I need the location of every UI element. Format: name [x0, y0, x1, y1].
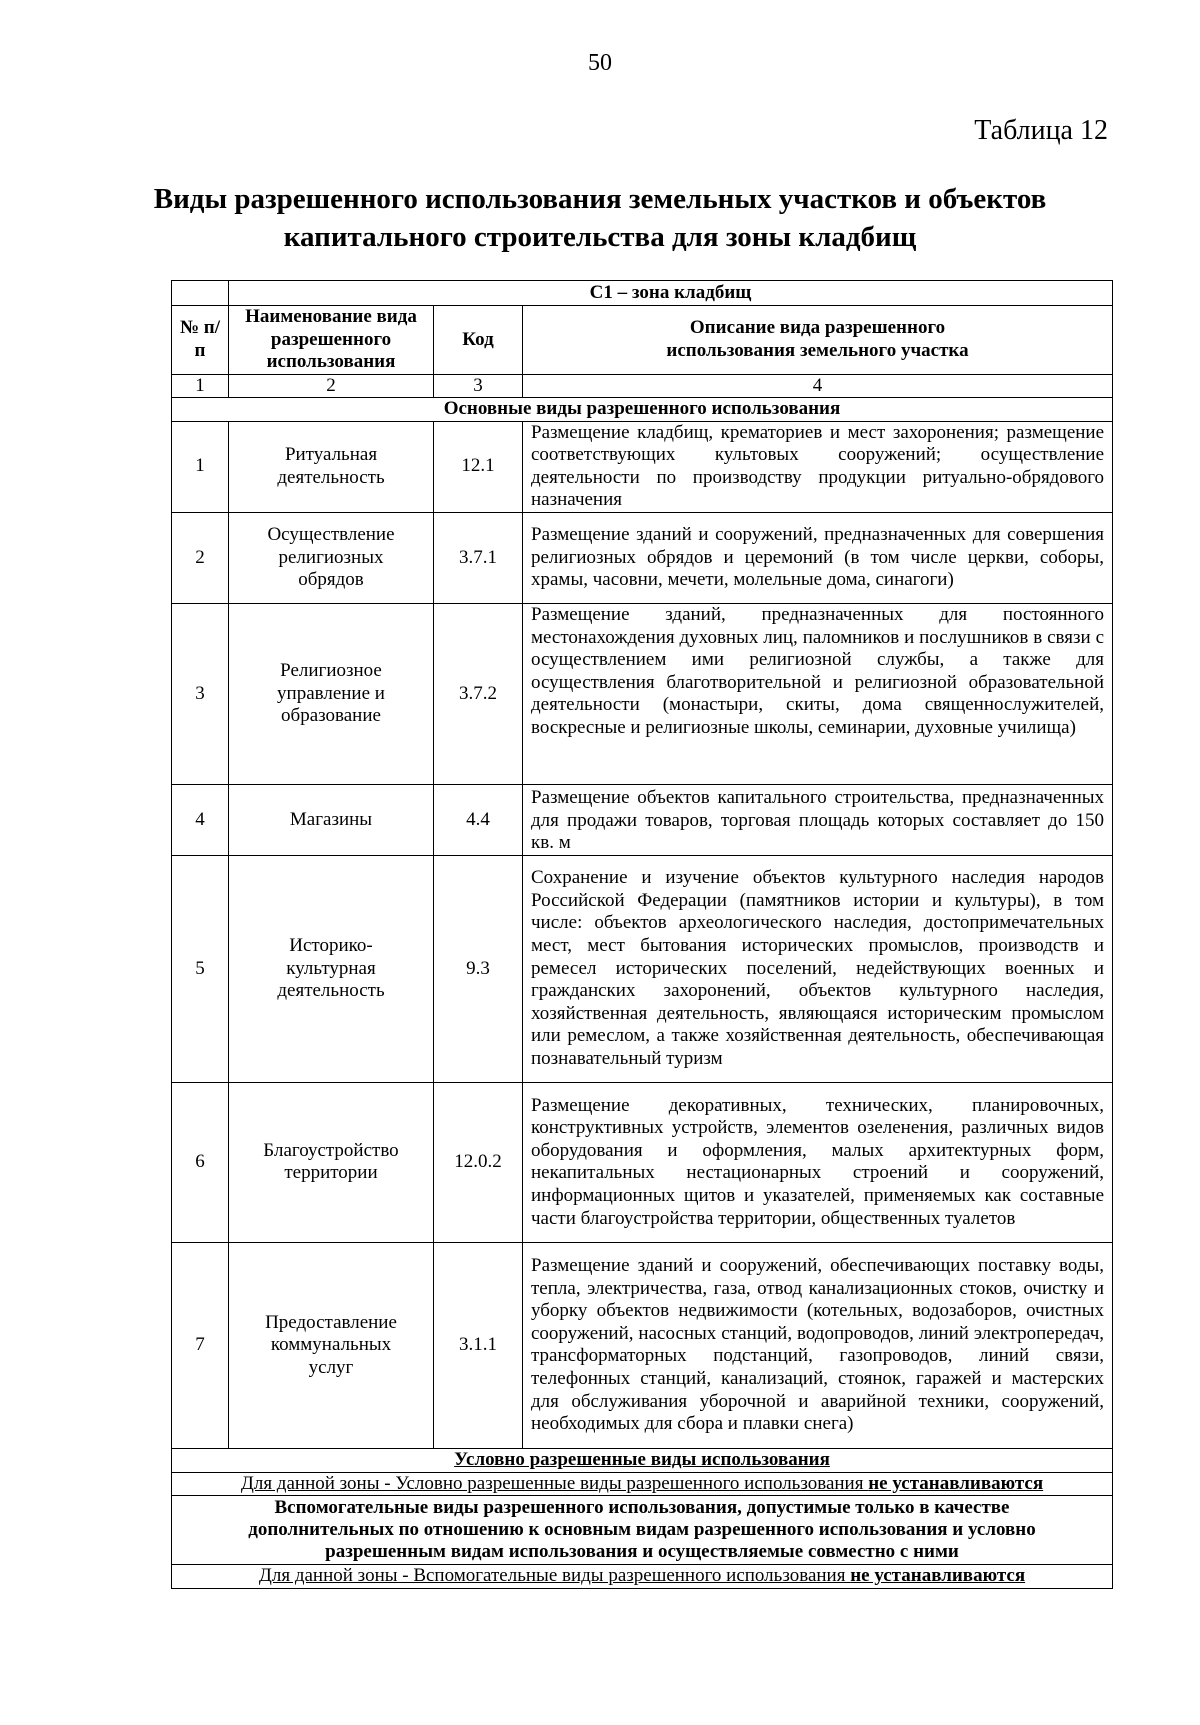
row-name: Осуществление религиозных обрядов [229, 512, 434, 603]
column-number-row [172, 375, 1113, 398]
row-name: Ритуальная деятельность [229, 421, 434, 512]
auxiliary-section-heading: Вспомогательные виды разрешенного использования, допустимые только в качестве дополнительных по отношению к основным видам разрешенного использования и условно разрешенным видам использования и осуществляемые совместно с ними [172, 1496, 1113, 1565]
col-number: 2 [229, 375, 434, 398]
table-row [172, 1082, 1113, 1242]
main-section-row [172, 398, 1113, 422]
conditional-section-row [172, 1448, 1113, 1472]
auxiliary-note-row [172, 1565, 1113, 1589]
row-num: 7 [172, 1242, 229, 1448]
conditional-note-row [172, 1472, 1113, 1496]
row-desc: Размещение зданий и сооружений, предназначенных для совершения религиозных обрядов и церемоний (в том числе церкви, соборы, храмы, часовни, мечети, молельные дома, синагоги) [523, 512, 1113, 603]
auxiliary-section-row [172, 1496, 1113, 1565]
row-num: 3 [172, 603, 229, 784]
row-desc: Размещение зданий и сооружений, обеспечивающих поставку воды, тепла, электричества, газа, отвод канализационных стоков, очистку и уборку объектов недвижимости (котельных, водозаборов, очистных сооружений, насосных станций, водопроводов, линий электропередач, трансформаторных подстанций, газопроводов, линий связи, телефонных станций, канализаций, стоянок, гаражей и мастерских для обслуживания уборочной и аварийной техники, сооружений, необходимых для сбора и плавки снега) [523, 1242, 1113, 1448]
col-number: 4 [523, 375, 1113, 398]
row-desc: Размещение зданий, предназначенных для постоянного местонахождения духовных лиц, паломников и послушников в связи с осуществлением ими религиозной службы, а также для осуществления благотворительной и религиозной образовательной деятельности (монастыри, скиты, дома священнослужителей, воскресные и религиозные школы, семинарии, духовные училища) [523, 603, 1113, 784]
main-section-heading: Основные виды разрешенного использования [172, 398, 1113, 422]
table-row [172, 512, 1113, 603]
col-number: 1 [172, 375, 229, 398]
row-num: 2 [172, 512, 229, 603]
col-header-code: Код [434, 306, 523, 375]
page-number: 50 [588, 50, 612, 76]
auxiliary-note-text: Для данной зоны - Вспомогательные виды разрешенного использования [258, 1565, 851, 1587]
row-name: Религиозное управление и образование [229, 603, 434, 784]
table-label: Таблица 12 [974, 115, 1108, 146]
zone-header: С1 – зона кладбищ [229, 281, 1113, 306]
col-number: 3 [434, 375, 523, 398]
table-row [172, 603, 1113, 784]
col-header-num: № п/п [172, 306, 229, 375]
title-line-2: капитального строительства для зоны кладбищ [283, 221, 917, 253]
row-num: 5 [172, 855, 229, 1082]
row-num: 6 [172, 1082, 229, 1242]
row-code: 3.7.1 [434, 512, 523, 603]
row-code: 3.1.1 [434, 1242, 523, 1448]
row-name: Благоустройство территории [229, 1082, 434, 1242]
auxiliary-note [172, 1565, 1113, 1589]
row-code: 4.4 [434, 784, 523, 855]
table-row [172, 1242, 1113, 1448]
table-row [172, 855, 1113, 1082]
col-header-desc: Описание вида разрешенного использования земельного участка [523, 306, 1113, 375]
column-header-row [172, 306, 1113, 375]
title-line-1: Виды разрешенного использования земельных участков и объектов [153, 183, 1047, 215]
conditional-note [172, 1472, 1113, 1496]
row-desc: Размещение декоративных, технических, планировочных, конструктивных устройств, элементов озеленения, различных видов оборудования и оформления, малых архитектурных форм, некапитальных нестационарных строений и сооружений, информационных щитов и указателей, применяемых как составные части благоустройства территории, общественных туалетов [523, 1082, 1113, 1242]
row-desc: Размещение кладбищ, крематориев и мест захоронения; размещение соответствующих культовых сооружений; осуществление деятельности по производству продукции ритуально-обрядового назначения [523, 421, 1113, 512]
auxiliary-note-emphasis: не устанавливаются [850, 1565, 1026, 1587]
row-name: Магазины [229, 784, 434, 855]
row-code: 3.7.2 [434, 603, 523, 784]
land-use-table [171, 280, 1113, 1589]
row-name: Историко-культурная деятельность [229, 855, 434, 1082]
table-row [172, 784, 1113, 855]
table-row [172, 421, 1113, 512]
conditional-note-text: Для данной зоны - Условно разрешенные виды разрешенного использования [240, 1472, 869, 1494]
document-title [150, 180, 1050, 256]
row-code: 12.0.2 [434, 1082, 523, 1242]
conditional-note-emphasis: не устанавливаются [868, 1472, 1044, 1494]
col-header-name: Наименование вида разрешенного использования [229, 306, 434, 375]
row-code: 12.1 [434, 421, 523, 512]
row-code: 9.3 [434, 855, 523, 1082]
zone-header-row [172, 281, 1113, 306]
row-desc: Размещение объектов капитального строительства, предназначенных для продажи товаров, торговая площадь которых составляет до 150 кв. м [523, 784, 1113, 855]
conditional-section-heading: Условно разрешенные виды использования [172, 1448, 1113, 1472]
row-desc: Сохранение и изучение объектов культурного наследия народов Российской Федерации (памятников истории и культуры), в том числе: объектов археологического наследия, достопримечательных мест, мест бытования исторических промыслов, производств и ремесел исторических поселений, недействующих военных и гражданских захоронений, объектов культурного наследия, хозяйственная деятельность, являющаяся историческим промыслом или ремеслом, а также хозяйственная деятельность, обеспечивающая познавательный туризм [523, 855, 1113, 1082]
row-num: 4 [172, 784, 229, 855]
row-num: 1 [172, 421, 229, 512]
row-name: Предоставление коммунальных услуг [229, 1242, 434, 1448]
